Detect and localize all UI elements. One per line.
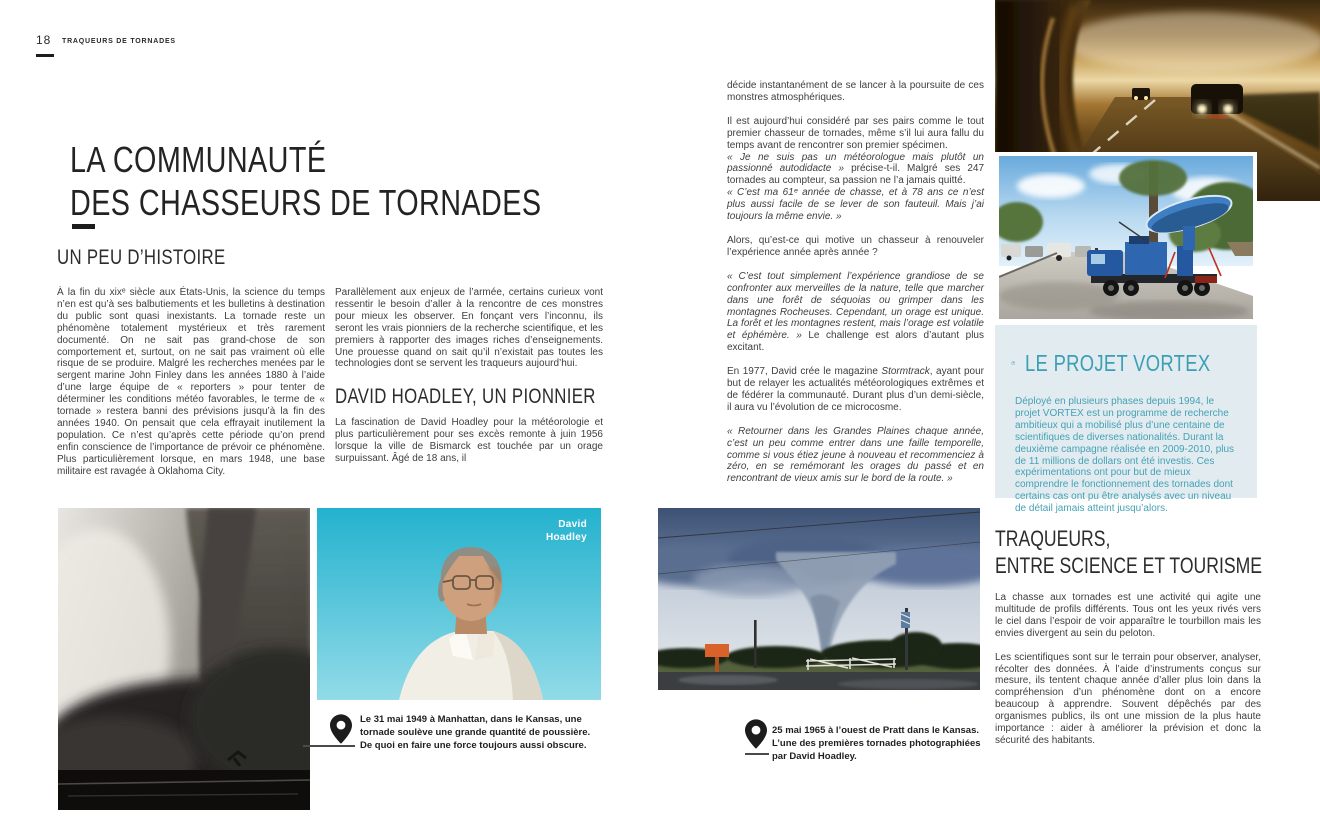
running-section-label: TRAQUEURS DE TORNADES: [62, 38, 176, 45]
portrait-name-label: David Hoadley: [545, 519, 587, 543]
pioneer-question: Alors, qu’est-ce qui motive un chasseur à renouveler l’expérience année après année ?: [727, 234, 984, 258]
pioneer-quote-4: « Retourner dans les Grandes Plaines chaque année, c’est un peu comme entrer dans une faille temporelle, comme si vous étiez jeune à nouveau et recommenciez à zéro, en se remémorant les orages du passé et en rencontrant de vieux amis sur le bord de la route. »: [727, 425, 984, 485]
article-title-line1: LA COMMUNAUTÉ: [70, 139, 327, 180]
radar-truck-illustration: [999, 156, 1253, 319]
pioneer-paragraph-2: Il est aujourd’hui considéré par ses pairs comme le tout premier chasseur de tornades, même s’il lui aura fallu du temps avant de rencontrer son premier spécimen.: [727, 115, 984, 151]
pioneer-quote-1: « Je ne suis pas un météorologue mais plutôt un passionné autodidacte » précise-t-il. Malgré ses 247 tornades au compteur, sa passion ne l’a jamais quitté.: [727, 151, 985, 187]
pole-left: [754, 620, 757, 668]
title-dash: [72, 224, 95, 229]
bw-tornado-photo: [58, 508, 310, 810]
pioneer-paragraph-3: En 1977, David crée le magazine Stormtrack, ayant pour but de relayer les actualités météorologiques extrêmes et de fédérer la communauté. Durant plus d’un demi-siècle, il aura vu l’évolution de ce microcosme.: [727, 366, 984, 413]
vortex-project-box: [995, 325, 1257, 515]
vortex-header: [995, 325, 1257, 386]
pioneer-quote-3: « C’est tout simplement l’expérience grandiose de se confronter aux merveilles de la nature, telle que marcher dans une forêt de séquoias ou grimper dans les montagnes Rocheuses. Cependant, un orage est unique. La forêt et les montagnes restent, mais l’orage est volatile et éphémère. » Le challenge est alors d’autant plus excitant.: [727, 270, 984, 354]
pratt-tornado-photo: [658, 508, 980, 690]
compass-icon: [1011, 340, 1015, 386]
pioneer-paragraph-1: La fascination de David Hoadley pour la météorologie et plus particulièrement pour ses excès remonte à juin 1956 lorsque la ville de Bismarck est touchée par un orage surpuissant. Âgé de 18 ans, il: [335, 417, 603, 464]
body-column-1: [57, 287, 325, 478]
radar-truck-photo: [995, 152, 1257, 323]
pickup-truck-silhouette: [1191, 84, 1243, 118]
body-column-4: [995, 592, 1261, 747]
caption1-leader-line: [303, 745, 355, 747]
history-paragraph-1: À la fin du xixᵉ siècle aux États-Unis, la science du temps n’en est qu’à ses balbutiements et les bulletins à destination du public sont quasi inexistants. La tornade reste un phénomène totalement mystérieux et très rarement documenté. On ne sait pas grand-chose de son comportement et, surtout, on ne sait pas vraiment où elle risque de se produire. Malgré les recherches menées par le sergent marine John Finley dans les années 1880 à l’aide d’une large équipe de « reporters » pour tenter de déterminer les conditions météo favorables, le terme de « tornade » restera banni des prévisions jusqu’à la fin des années 1940. On pensait que cela effrayait inutilement la population. Ce n’est qu’après cette période qu’on prend enfin conscience de l’importance de prévoir ce phénomène. Plus particulièrement lorsque, en mars 1948, une base militaire est ravagée à Oklahoma City.: [57, 287, 325, 477]
section-heading-trackers: TRAQUEURS, ENTRE SCIENCE ET TOURISME: [995, 526, 1262, 578]
trackers-paragraph-1: La chasse aux tornades est une activité qui agite une multitude de profils différents. Tous ont les yeux rivés vers le ciel dans l’espoir de voir apparaître le tourbillon mais les envies divergent au sein du peloton.: [995, 592, 1261, 639]
page-number: 18: [36, 33, 52, 47]
section-heading-history: UN PEU D’HISTOIRE: [57, 246, 226, 269]
pratt-tornado-illustration: [658, 508, 980, 690]
caption-pratt-1965: 25 mai 1965 à l’ouest de Pratt dans le Kansas. L’une des premières tornades photographiées par David Hoadley.: [772, 725, 981, 762]
article-title-line2: DES CHASSEURS DE TORNADES: [70, 182, 542, 223]
location-pin-icon: [330, 714, 352, 744]
section-heading-pioneer: DAVID HOADLEY, UN PIONNIER: [335, 385, 596, 409]
caption2-leader-line: [745, 753, 769, 755]
david-hoadley-portrait-photo: [317, 508, 601, 700]
distant-car-silhouette: [1132, 88, 1150, 100]
body-column-2: [335, 287, 603, 465]
bw-tornado-illustration: [58, 508, 310, 810]
history-paragraph-2: Parallèlement aux enjeux de l’armée, certains curieux vont ressentir le besoin d’aller à la rencontre de ces monstres pour mieux les observer. En fonçant vers l’inconnu, ils seront les vrais pionniers de la recherche scientifique, et les premiers à rapporter des images riches d’enseignements. Une prouesse quand on sait qu’il n’existait pas toutes les technologies dont se servent les traqueurs aujourd’hui.: [335, 287, 603, 370]
pioneer-paragraph-1-cont: décide instantanément de se lancer à la poursuite de ces monstres atmosphériques.: [727, 80, 984, 103]
vortex-body-text: Déployé en plusieurs phases depuis 1994, le projet VORTEX est un programme de recherche ambitieux qui a mobilisé plus d’une centaine de scientifiques de diverses nationalités. Durant la deuxième campagne réalisée en 2009-2010, plus de 11 millions de dollars ont été investis. Ces expérimentations ont pour but de mieux comprendre le fonctionnement des tornades dont certains cas ont pu être analysés avec un niveau de détail jamais atteint jusqu’alors.: [1015, 396, 1235, 515]
article-title: [70, 138, 659, 224]
vortex-title: LE PROJET VORTEX: [1025, 349, 1211, 376]
trackers-paragraph-2: Les scientifiques sont sur le terrain pour observer, analyser, récolter des données. À l’aide d’instruments conçus sur mesure, ils tentent chaque année d’aller plus loin dans la compréhension d’un phénomène dont on a encore beaucoup à apprendre. Souvent dépêchés par des organismes publics, ils ont une mission de la plus haute importance : aider à améliorer la prévision et donc la sécurité des habitants.: [995, 651, 1261, 746]
caption-manhattan-1949: Le 31 mai 1949 à Manhattan, dans le Kansas, une tornade soulève une grande quantité de poussière. De quoi en faire une force toujours aussi obscure.: [360, 714, 591, 751]
body-column-3: [727, 80, 984, 485]
location-pin-icon: [745, 719, 767, 749]
page-number-rule: [36, 54, 54, 57]
pioneer-quote-2: « C’est ma 61ᵉ année de chasse, et à 78 ans ce n’est plus aussi facile de se lever de son fauteuil. Mais j’ai toujours la même envie. »: [727, 187, 984, 223]
